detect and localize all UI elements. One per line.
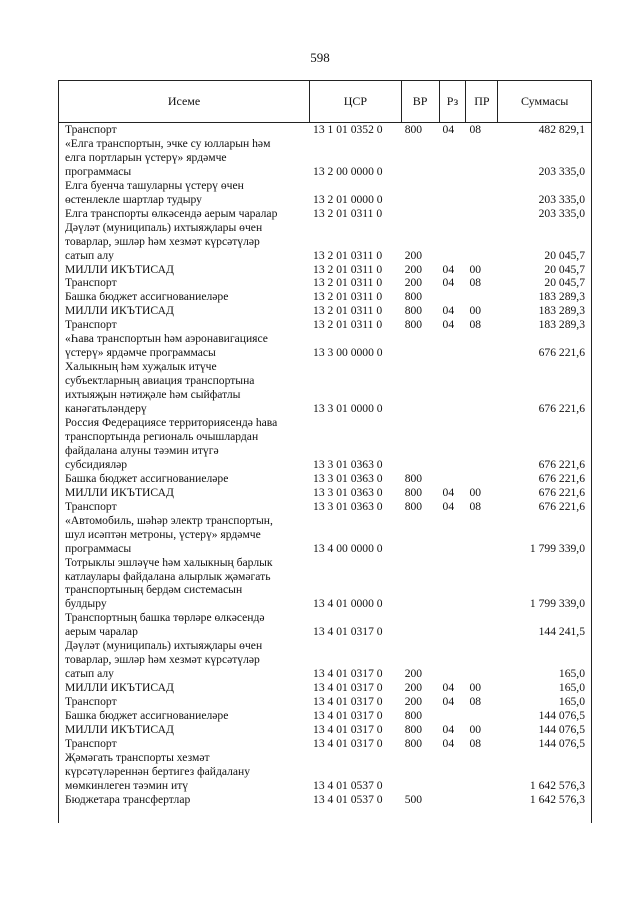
row-name-line: мөмкинлеген тәэмин итү — [65, 778, 189, 792]
row-csr: 13 4 01 0317 0 — [313, 681, 383, 695]
row-name-line: файдалана алуны тәэмин итүгә — [65, 443, 219, 457]
row-sum: 676 221,6 — [538, 471, 585, 485]
table-row — [59, 639, 591, 681]
budget-table — [58, 80, 592, 823]
row-csr: 13 2 01 0311 0 — [313, 290, 383, 304]
row-name-line: товарлар, эшләр һәм хезмәт күрсәтүләр — [65, 234, 260, 248]
row-name — [59, 207, 309, 221]
row-name-line: Россия Федерациясе территориясендә һава — [65, 416, 278, 430]
row-name — [59, 709, 309, 723]
row-vr: 500 — [404, 792, 423, 806]
row-name-line: Башка бюджет ассигнованиеләре — [65, 709, 229, 723]
row-csr: 13 3 01 0000 0 — [313, 402, 383, 416]
row-name-line: канәгатьләндерү — [65, 402, 147, 416]
row-sum: 1 799 339,0 — [529, 541, 585, 555]
row-vr: 200 — [404, 695, 423, 709]
row-name-line: программасы — [65, 541, 132, 555]
row-rz: 04 — [442, 681, 455, 695]
table-row — [59, 737, 591, 751]
row-sum: 183 289,3 — [538, 304, 585, 318]
table-row — [59, 416, 591, 472]
row-name-line: МИЛЛИ ИКЪТИСАД — [65, 722, 174, 736]
row-vr: 200 — [404, 276, 423, 290]
row-csr: 13 2 01 0311 0 — [313, 276, 383, 290]
row-sum: 203 335,0 — [538, 164, 585, 178]
row-name-line: Дәүләт (муниципаль) ихтыяҗлары өчен — [65, 220, 263, 234]
table-row — [59, 500, 591, 514]
row-sum: 203 335,0 — [538, 206, 585, 220]
header-pr: ПР — [465, 81, 497, 122]
row-name-line: аерым чаралар — [65, 625, 138, 639]
row-sum: 144 076,5 — [538, 722, 585, 736]
row-sum: 1 799 339,0 — [529, 597, 585, 611]
row-name — [59, 137, 309, 179]
row-name-line: программасы — [65, 164, 132, 178]
row-name — [59, 723, 309, 737]
row-name-line: шул исәптән метроны, үстерү» ярдәмче — [65, 527, 261, 541]
row-name-line: Елга буенча ташуларны үстерү өчен — [65, 178, 244, 192]
row-csr: 13 2 01 0311 0 — [313, 304, 383, 318]
row-name — [59, 276, 309, 290]
header-csr: ЦСР — [309, 81, 401, 122]
row-rz: 04 — [442, 123, 455, 136]
row-name-line: Башка бюджет ассигнованиеләре — [65, 290, 229, 304]
row-name — [59, 556, 309, 612]
row-name — [59, 639, 309, 681]
row-rz: 04 — [442, 722, 455, 736]
row-rz: 04 — [442, 499, 455, 513]
row-pr: 08 — [469, 276, 482, 290]
row-vr: 200 — [404, 681, 423, 695]
row-name-line: субсидияләр — [65, 457, 128, 471]
row-vr: 800 — [404, 123, 423, 136]
row-name-line: Транспорт — [65, 123, 117, 136]
row-name-line: сатып алу — [65, 248, 114, 262]
row-sum: 676 221,6 — [538, 346, 585, 360]
row-vr: 200 — [404, 248, 423, 262]
table-row — [59, 611, 591, 639]
table-row — [59, 179, 591, 207]
row-vr: 800 — [404, 318, 423, 332]
table-row — [59, 221, 591, 263]
row-vr: 800 — [404, 499, 423, 513]
row-name-line: «Һава транспортын һәм аэронавигациясе — [65, 332, 268, 346]
row-csr: 13 4 01 0317 0 — [313, 695, 383, 709]
row-rz: 04 — [442, 736, 455, 750]
row-name-line: булдыру — [65, 597, 107, 611]
row-sum: 676 221,6 — [538, 485, 585, 499]
row-name-line: транспортының бердәм системасын — [65, 583, 243, 597]
row-name — [59, 486, 309, 500]
table-row — [59, 486, 591, 500]
row-pr: 00 — [469, 681, 482, 695]
row-name-line: Транспорт — [65, 276, 117, 290]
row-name-line: Җәмәгать транспорты хезмәт — [65, 750, 210, 764]
row-csr: 13 4 01 0000 0 — [313, 597, 383, 611]
row-sum: 482 829,1 — [538, 123, 585, 136]
row-vr: 800 — [404, 722, 423, 736]
table-row — [59, 207, 591, 221]
row-pr: 00 — [469, 485, 482, 499]
row-csr: 13 4 01 0317 0 — [313, 736, 383, 750]
row-pr: 08 — [469, 499, 482, 513]
row-name-line: «Елга транспортын, эчке су юлларын һәм — [65, 136, 271, 150]
row-pr: 08 — [469, 736, 482, 750]
row-name-line: транспортында региональ очышлардан — [65, 429, 259, 443]
row-sum: 144 241,5 — [538, 625, 585, 639]
row-csr: 13 3 01 0363 0 — [313, 485, 383, 499]
row-rz: 04 — [442, 485, 455, 499]
row-name — [59, 304, 309, 318]
page-number: 598 — [310, 50, 330, 65]
table-row — [59, 709, 591, 723]
row-pr: 00 — [469, 262, 482, 276]
row-sum: 165,0 — [558, 667, 585, 681]
table-row — [59, 695, 591, 709]
row-sum: 20 045,7 — [544, 262, 585, 276]
row-name-line: Транспортның башка төрләре өлкәсендә — [65, 611, 265, 625]
row-csr: 13 2 01 0311 0 — [313, 248, 383, 262]
row-name-line: МИЛЛИ ИКЪТИСАД — [65, 304, 174, 318]
table-row — [59, 360, 591, 416]
table-header — [58, 80, 592, 123]
row-name — [59, 611, 309, 639]
row-csr: 13 4 01 0317 0 — [313, 667, 383, 681]
row-sum: 144 076,5 — [538, 709, 585, 723]
header-sum: Суммасы — [497, 81, 591, 122]
row-name-line: МИЛЛИ ИКЪТИСАД — [65, 262, 174, 276]
row-csr: 13 2 01 0311 0 — [313, 206, 383, 220]
row-csr: 13 4 01 0317 0 — [313, 625, 383, 639]
row-vr: 200 — [404, 262, 423, 276]
header-vr: ВР — [401, 81, 439, 122]
row-sum: 183 289,3 — [538, 290, 585, 304]
row-csr: 13 3 01 0363 0 — [313, 471, 383, 485]
table-row — [59, 276, 591, 290]
row-pr: 00 — [469, 722, 482, 736]
table-row — [59, 681, 591, 695]
row-csr: 13 4 00 0000 0 — [313, 541, 383, 555]
row-rz: 04 — [442, 695, 455, 709]
row-name-line: Тотрыклы эшләүче һәм халыкның барлык — [65, 555, 273, 569]
row-csr: 13 3 01 0363 0 — [313, 499, 383, 513]
row-csr: 13 2 00 0000 0 — [313, 164, 383, 178]
row-sum: 1 642 576,3 — [529, 778, 585, 792]
row-vr: 200 — [404, 667, 423, 681]
row-name-line: катлаулары файдалана алырлык җәмәгать — [65, 569, 271, 583]
row-vr: 800 — [404, 471, 423, 485]
table-row — [59, 751, 591, 793]
row-pr: 08 — [469, 123, 482, 136]
table-row — [59, 318, 591, 332]
row-name-line: ихтыяҗын нәтиҗәле һәм сыйфатлы — [65, 388, 241, 402]
row-name — [59, 695, 309, 709]
row-name-line: Елга транспорты өлкәсендә аерым чаралар — [65, 206, 278, 220]
row-name — [59, 793, 309, 807]
row-name-line: Транспорт — [65, 736, 117, 750]
table-row — [59, 723, 591, 737]
table-row — [59, 137, 591, 179]
row-sum: 203 335,0 — [538, 192, 585, 206]
row-name — [59, 123, 309, 137]
row-sum: 676 221,6 — [538, 499, 585, 513]
row-name — [59, 332, 309, 360]
row-name-line: Башка бюджет ассигнованиеләре — [65, 471, 229, 485]
row-name-line: Бюджетара трансфертлар — [65, 792, 191, 806]
row-name — [59, 179, 309, 207]
row-csr: 13 2 01 0311 0 — [313, 318, 383, 332]
row-name-line: «Автомобиль, шәһәр электр транспортын, — [65, 513, 273, 527]
row-sum: 20 045,7 — [544, 248, 585, 262]
row-name-line: сатып алу — [65, 667, 114, 681]
row-name — [59, 221, 309, 263]
row-csr: 13 2 01 0000 0 — [313, 192, 383, 206]
row-name-line: өстенлекле шартлар тудыру — [65, 192, 202, 206]
row-vr: 800 — [404, 709, 423, 723]
row-name — [59, 500, 309, 514]
row-name — [59, 681, 309, 695]
row-sum: 676 221,6 — [538, 402, 585, 416]
row-name-line: Халыкның һәм хуҗалык итүче — [65, 360, 217, 374]
row-name — [59, 416, 309, 472]
table-row — [59, 123, 591, 137]
row-name — [59, 751, 309, 793]
table-row — [59, 514, 591, 556]
row-rz: 04 — [442, 276, 455, 290]
row-sum: 165,0 — [558, 681, 585, 695]
row-name-line: товарлар, эшләр һәм хезмәт күрсәтүләр — [65, 653, 260, 667]
row-pr: 08 — [469, 695, 482, 709]
row-name-line: Транспорт — [65, 499, 117, 513]
row-sum: 183 289,3 — [538, 318, 585, 332]
row-name-line: үстерү» ярдәмче программасы — [65, 346, 216, 360]
row-sum: 676 221,6 — [538, 457, 585, 471]
table-row — [59, 290, 591, 304]
row-csr: 13 3 01 0363 0 — [313, 457, 383, 471]
row-pr: 08 — [469, 318, 482, 332]
row-vr: 800 — [404, 304, 423, 318]
row-csr: 13 4 01 0537 0 — [313, 792, 383, 806]
row-name — [59, 514, 309, 556]
row-name-line: МИЛЛИ ИКЪТИСАД — [65, 681, 174, 695]
row-sum: 165,0 — [558, 695, 585, 709]
row-vr: 800 — [404, 485, 423, 499]
table-body — [58, 123, 592, 823]
row-name-line: Транспорт — [65, 695, 117, 709]
row-sum: 1 642 576,3 — [529, 792, 585, 806]
row-csr: 13 3 00 0000 0 — [313, 346, 383, 360]
header-name: Исеме — [167, 94, 201, 108]
row-rz: 04 — [442, 304, 455, 318]
header-rz: Рз — [439, 81, 466, 122]
row-sum: 144 076,5 — [538, 736, 585, 750]
row-rz: 04 — [442, 262, 455, 276]
table-row — [59, 263, 591, 277]
table-row — [59, 793, 591, 807]
row-name — [59, 472, 309, 486]
row-name-line: елга портларын үстерү» ярдәмче — [65, 150, 227, 164]
row-name — [59, 263, 309, 277]
row-csr: 13 4 01 0537 0 — [313, 778, 383, 792]
table-row — [59, 556, 591, 612]
row-name-line: күрсәтүләреннән бертигез файдалану — [65, 764, 251, 778]
row-vr: 800 — [404, 290, 423, 304]
row-rz: 04 — [442, 318, 455, 332]
row-name — [59, 290, 309, 304]
table-row — [59, 472, 591, 486]
row-name-line: Транспорт — [65, 318, 117, 332]
row-csr: 13 4 01 0317 0 — [313, 722, 383, 736]
table-row — [59, 332, 591, 360]
row-name — [59, 737, 309, 751]
row-csr: 13 4 01 0317 0 — [313, 709, 383, 723]
row-name-line: МИЛЛИ ИКЪТИСАД — [65, 485, 174, 499]
row-pr: 00 — [469, 304, 482, 318]
row-sum: 20 045,7 — [544, 276, 585, 290]
row-name-line: субъектларның авиация транспортына — [65, 374, 255, 388]
row-name — [59, 360, 309, 416]
row-csr: 13 1 01 0352 0 — [313, 123, 383, 136]
table-row — [59, 304, 591, 318]
row-name-line: Дәүләт (муниципаль) ихтыяҗлары өчен — [65, 639, 263, 653]
row-csr: 13 2 01 0311 0 — [313, 262, 383, 276]
row-name — [59, 318, 309, 332]
row-vr: 800 — [404, 736, 423, 750]
